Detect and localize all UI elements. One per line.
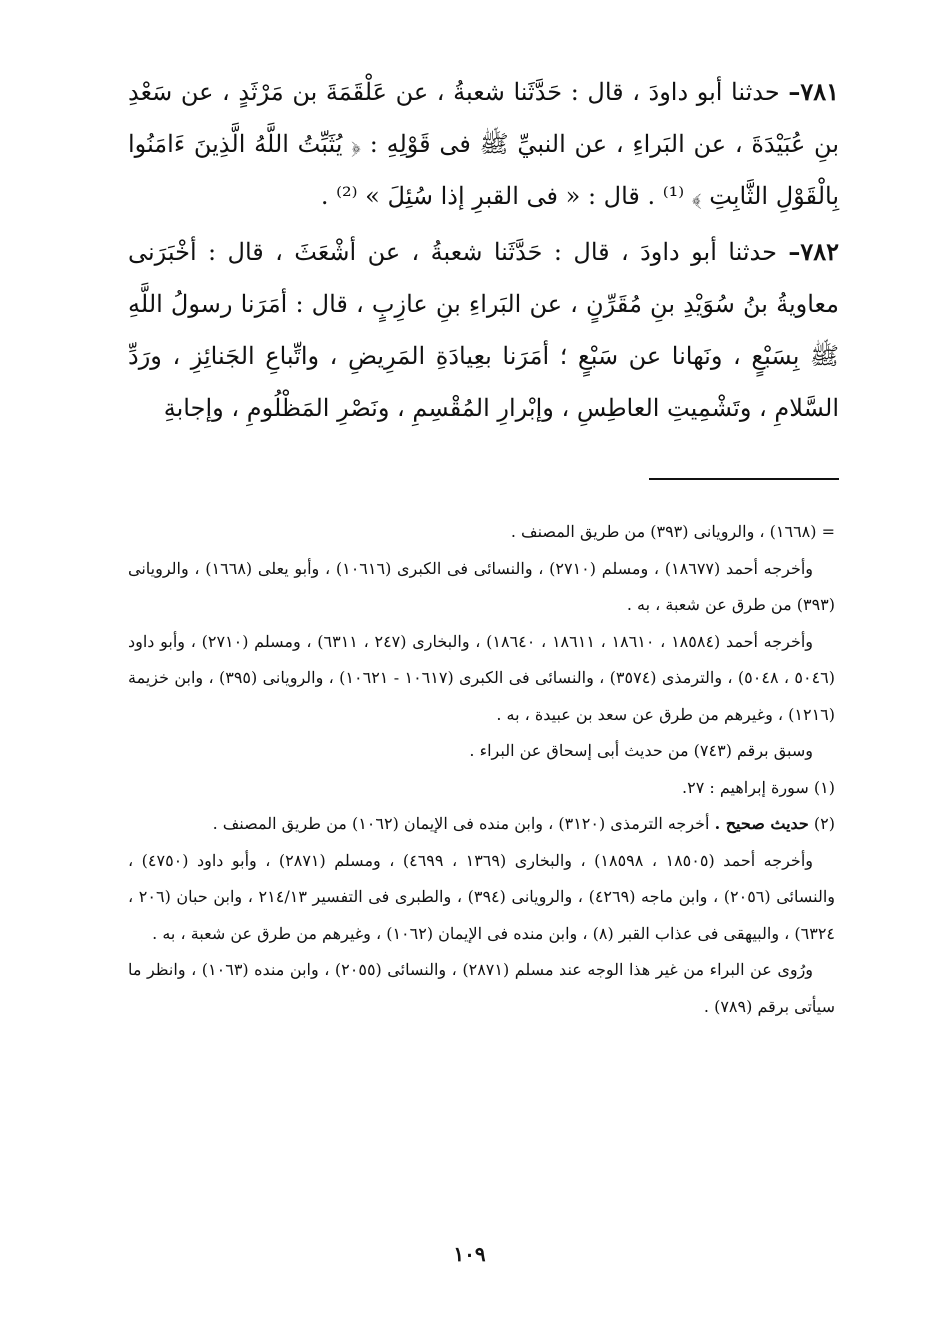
footnote-paragraph: وأخرجه أحمد (١٨٥٨٤ ، ١٨٦١٠ ، ١٨٦١١ ، ١٨٦٤٠) ، والبخارى (٢٤٧ ، ٦٣١١) ، ومسلم (٢٧١٠) ، وأبو داود (٥٠٤٦ ، ٥٠٤٨) ، والترمذى (٣٥٧٤) ، والنسائى فى الكبرى (١٠٦١٧ - ١٠٦٢١) ، والرويانى (٣٩٥) ، وابن خزيمة (١٢١٦) ، وغيرهم من طرق عن سعد بن عبيدة ، به . xyxy=(128,631,836,724)
hadith-number: ٧٨١– xyxy=(788,77,839,106)
footnote-text: أخرجه الترمذى (٣١٢٠) ، وابن منده فى الإيمان (١٠٦٢) من طريق المصنف . xyxy=(212,814,710,833)
footnotes-block xyxy=(128,514,835,1025)
footnote-paragraph: وأخرجه أحمد (١٨٦٧٧) ، ومسلم (٢٧١٠) ، والنسائى فى الكبرى (١٠٦١٦) ، وأبو يعلى (١٦٦٨) ، والرويانى (٣٩٣) من طرق عن شعبة ، به . xyxy=(128,558,835,614)
footnote-2 xyxy=(128,806,835,843)
footnote-separator xyxy=(649,478,839,480)
hadith-number: ٧٨٢– xyxy=(788,237,839,266)
page-number: ١٠٩ xyxy=(453,1242,486,1266)
hadith-body: حدثنا أبو داودَ ، قال : حَدَّثَنا شعبةُ ، عن أشْعَثَ ، قال : أخْبَرَنى معاويةُ بنُ سُوَيْدِ بنِ مُقَرِّنٍ ، عن البَراءِ بنِ عازِبٍ ، قال : أمَرَنا رسولُ اللَّهِ ﷺ بِسَبْعٍ ، ونَهانا عن سَبْعٍ ؛ أمَرَنا بعِيادَةِ المَرِيضِ ، واتِّباعِ الجَنائِزِ ، ورَدِّ السَّلامِ ، وتَشْمِيتِ العاطِسِ ، وإبْرارِ المُقْسِمِ ، ونَصْرِ المَظْلُومِ ، وإجابةِ xyxy=(128,238,839,422)
hadith-781 xyxy=(128,66,839,222)
footnote-1: (١) سورة إبراهيم : ٢٧. xyxy=(682,777,835,797)
footnote-continuation: = (١٦٦٨) ، والرويانى (٣٩٣) من طريق المصنف . xyxy=(510,522,835,541)
hadith-text-block xyxy=(128,66,839,438)
footnote-label: (٢) xyxy=(813,814,835,833)
footnote-paragraph: وسبق برقم (٧٤٣) من حديث أبى إسحاق عن البراء . xyxy=(469,741,813,760)
footnote-paragraph: ورُوى عن البراء من غير هذا الوجه عند مسلم (٢٨٧١) ، والنسائى (٢٠٥٥) ، وابن منده (١٠٦٣) ، وانظر ما سيأتى برقم (٧٨٩) . xyxy=(128,960,835,1016)
hadith-782 xyxy=(128,226,839,434)
grading-text: حديث صحيح . xyxy=(714,814,809,833)
hadith-body: حدثنا أبو داودَ ، قال : حَدَّثَنا شعبةُ ، عن عَلْقَمَةَ بن مَرْثَدٍ ، عن سَعْدِ بنِ عُبَيْدَةَ ، عن البَراءِ ، عن النبيِّ ﷺ فى قَوْلِهِ : ﴿ يُثَبِّتُ اللَّهُ الَّذِينَ ءَامَنُوا بِالْقَوْلِ الثَّابِتِ ﴾ ⁽¹⁾ . قال : « فى القبرِ إذا سُئِلَ » ⁽²⁾ . xyxy=(128,78,839,210)
footnote-paragraph: وأخرجه أحمد (١٨٥٠٥ ، ١٨٥٩٨) ، والبخارى (١٣٦٩ ، ٤٦٩٩) ، ومسلم (٢٨٧١) ، وأبو داود (٤٧٥٠) ، والنسائى (٢٠٥٦) ، وابن ماجه (٤٢٦٩) ، والرويانى (٣٩٤) ، والطبرى فى التفسير ٢١٤/١٣ ، وابن حبان (٢٠٦ ، ٦٣٢٤) ، والبيهقى فى عذاب القبر (٨) ، وابن منده فى الإيمان (١٠٦٢) ، وغيرهم من طرق عن شعبة ، به . xyxy=(128,850,836,943)
